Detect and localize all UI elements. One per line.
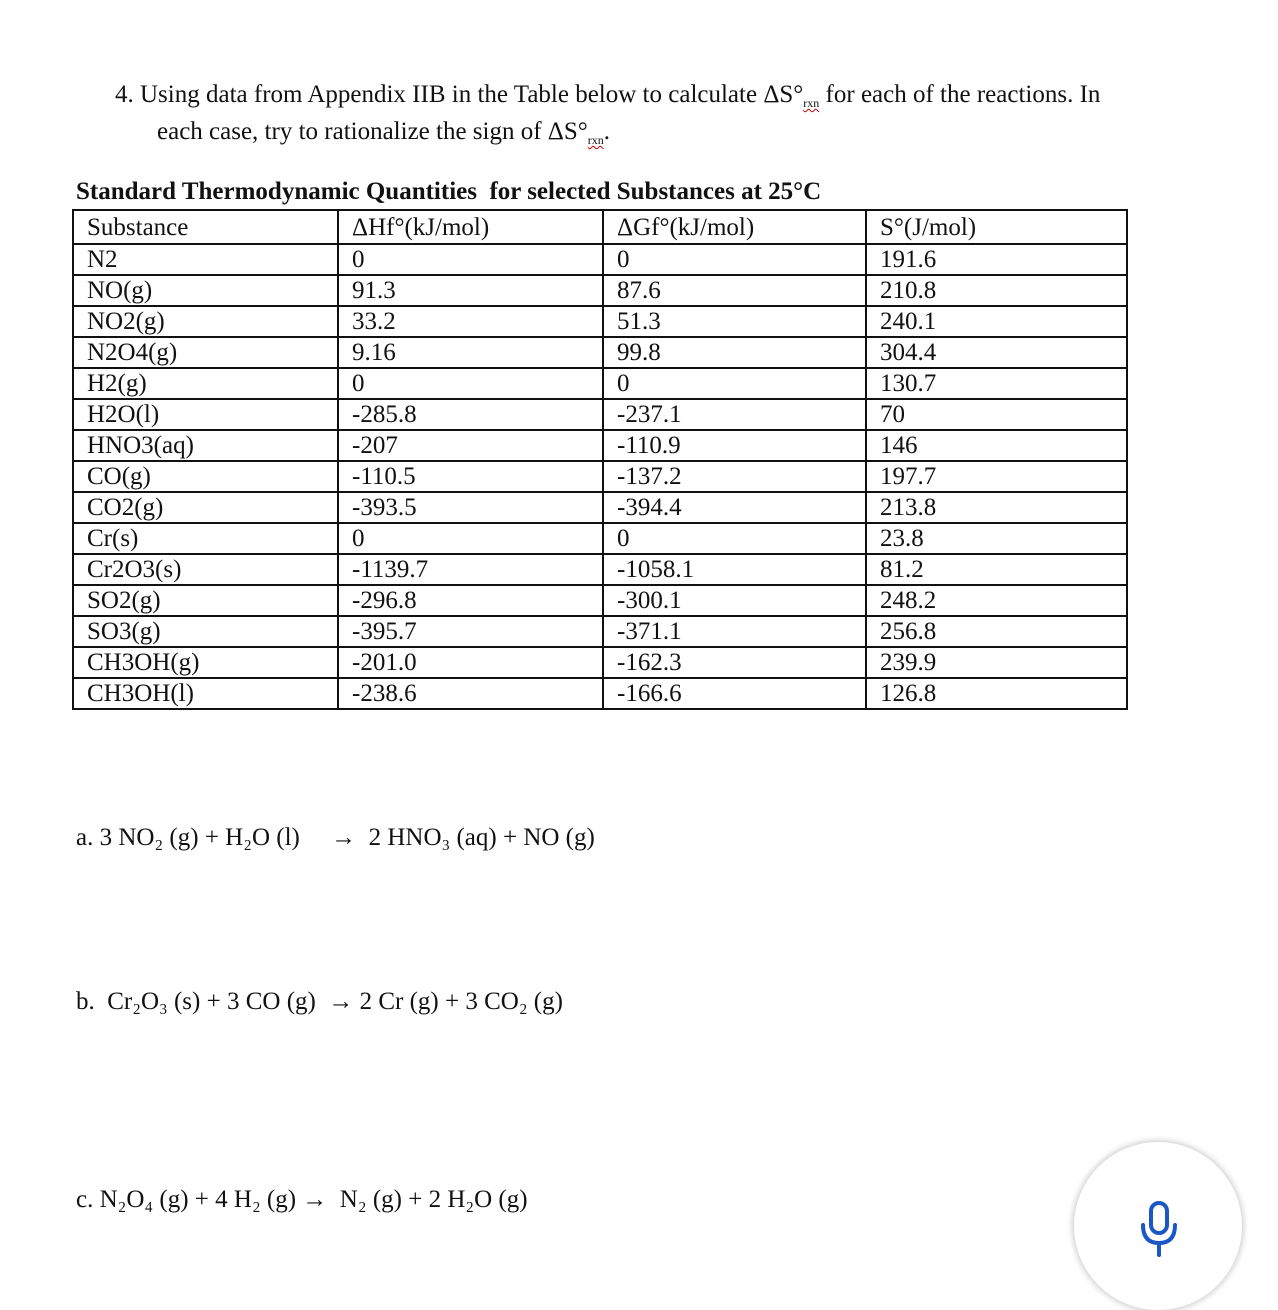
table-cell: -285.8 <box>338 399 603 430</box>
table-cell: -296.8 <box>338 585 603 616</box>
table-cell: 70 <box>866 399 1127 430</box>
question-line-1 <box>115 78 1217 115</box>
table-cell: -137.2 <box>603 461 866 492</box>
reaction-a: a. 3 NO₂ (g) + H₂O (l) → 2 HNO₃ (aq) + NO (g) <box>76 824 595 851</box>
table-cell: 197.7 <box>866 461 1127 492</box>
table-row <box>73 461 1127 492</box>
table-cell: 256.8 <box>866 616 1127 647</box>
table-cell: 210.8 <box>866 275 1127 306</box>
table-cell: 191.6 <box>866 244 1127 275</box>
table-cell: 0 <box>338 523 603 554</box>
table-cell: 91.3 <box>338 275 603 306</box>
rxn-subscript-2: rxn <box>587 133 604 147</box>
table-cell: CH3OH(l) <box>73 678 338 709</box>
table-cell: H2(g) <box>73 368 338 399</box>
table-cell: 0 <box>603 523 866 554</box>
table-cell: 130.7 <box>866 368 1127 399</box>
reaction-b: b. Cr₂O₃ (s) + 3 CO (g) → 2 Cr (g) + 3 CO₂ (g) <box>76 988 563 1015</box>
table-cell: CO2(g) <box>73 492 338 523</box>
rxn-subscript: rxn <box>803 96 820 110</box>
table-cell: 9.16 <box>338 337 603 368</box>
table-row <box>73 523 1127 554</box>
table-row <box>73 337 1127 368</box>
table-row <box>73 647 1127 678</box>
question-line-1-text: Using data from Appendix IIB in the Table below to calculate ΔS° <box>140 81 804 108</box>
table-cell: CH3OH(g) <box>73 647 338 678</box>
table-row <box>73 492 1127 523</box>
table-cell: SO2(g) <box>73 585 338 616</box>
question-line-2-end: . <box>603 118 611 145</box>
table-cell: -394.4 <box>603 492 866 523</box>
table-cell: NO(g) <box>73 275 338 306</box>
microphone-icon <box>1137 1199 1181 1259</box>
table-cell: -207 <box>338 430 603 461</box>
question-number: 4. <box>115 81 134 108</box>
table-row <box>73 275 1127 306</box>
table-title: Standard Thermodynamic Quantities for selected Substances at 25°C <box>76 178 822 205</box>
table-cell: N2 <box>73 244 338 275</box>
table-cell: -300.1 <box>603 585 866 616</box>
table-header-cell: ΔGf°(kJ/mol) <box>603 210 866 244</box>
table-header-cell: Substance <box>73 210 338 244</box>
table-cell: 87.6 <box>603 275 866 306</box>
table-cell: -201.0 <box>338 647 603 678</box>
thermo-table <box>72 209 1128 710</box>
table-cell: -1139.7 <box>338 554 603 585</box>
table-cell: Cr2O3(s) <box>73 554 338 585</box>
table-row <box>73 368 1127 399</box>
table-cell: 240.1 <box>866 306 1127 337</box>
table-cell: HNO3(aq) <box>73 430 338 461</box>
table-row <box>73 585 1127 616</box>
table-cell: -110.9 <box>603 430 866 461</box>
table-cell: 146 <box>866 430 1127 461</box>
reaction-c: c. N₂O₄ (g) + 4 H₂ (g) → N₂ (g) + 2 H₂O (g) <box>76 1186 528 1213</box>
question-line-2-text: each case, try to rationalize the sign of ΔS° <box>157 118 588 145</box>
table-row <box>73 399 1127 430</box>
table-cell: 248.2 <box>866 585 1127 616</box>
table-cell: 0 <box>603 368 866 399</box>
table-cell: 99.8 <box>603 337 866 368</box>
table-cell: 51.3 <box>603 306 866 337</box>
table-row <box>73 430 1127 461</box>
table-cell: 81.2 <box>866 554 1127 585</box>
table-cell: 0 <box>338 244 603 275</box>
table-cell: Cr(s) <box>73 523 338 554</box>
table-cell: N2O4(g) <box>73 337 338 368</box>
microphone-button[interactable] <box>1074 1142 1242 1310</box>
table-cell: 23.8 <box>866 523 1127 554</box>
table-cell: -166.6 <box>603 678 866 709</box>
table-cell: H2O(l) <box>73 399 338 430</box>
table-cell: 0 <box>338 368 603 399</box>
table-cell: 239.9 <box>866 647 1127 678</box>
table-cell: -238.6 <box>338 678 603 709</box>
table-cell: -1058.1 <box>603 554 866 585</box>
table-cell: 304.4 <box>866 337 1127 368</box>
table-row <box>73 678 1127 709</box>
table-cell: -393.5 <box>338 492 603 523</box>
table-header-cell: ΔHf°(kJ/mol) <box>338 210 603 244</box>
question-line-2 <box>115 115 1217 152</box>
table-cell: 126.8 <box>866 678 1127 709</box>
table-header-row <box>73 210 1127 244</box>
table-cell: 213.8 <box>866 492 1127 523</box>
table-cell: -110.5 <box>338 461 603 492</box>
table-header-cell: S°(J/mol) <box>866 210 1127 244</box>
table-cell: -162.3 <box>603 647 866 678</box>
table-row <box>73 616 1127 647</box>
table-row <box>73 244 1127 275</box>
table-row <box>73 554 1127 585</box>
table-row <box>73 306 1127 337</box>
question-text <box>115 78 1217 152</box>
table-cell: SO3(g) <box>73 616 338 647</box>
table-cell: 33.2 <box>338 306 603 337</box>
table-cell: -371.1 <box>603 616 866 647</box>
table-cell: 0 <box>603 244 866 275</box>
question-line-1-end: for each of the reactions. In <box>819 81 1101 108</box>
table-cell: -237.1 <box>603 399 866 430</box>
table-cell: -395.7 <box>338 616 603 647</box>
table-cell: NO2(g) <box>73 306 338 337</box>
table-cell: CO(g) <box>73 461 338 492</box>
